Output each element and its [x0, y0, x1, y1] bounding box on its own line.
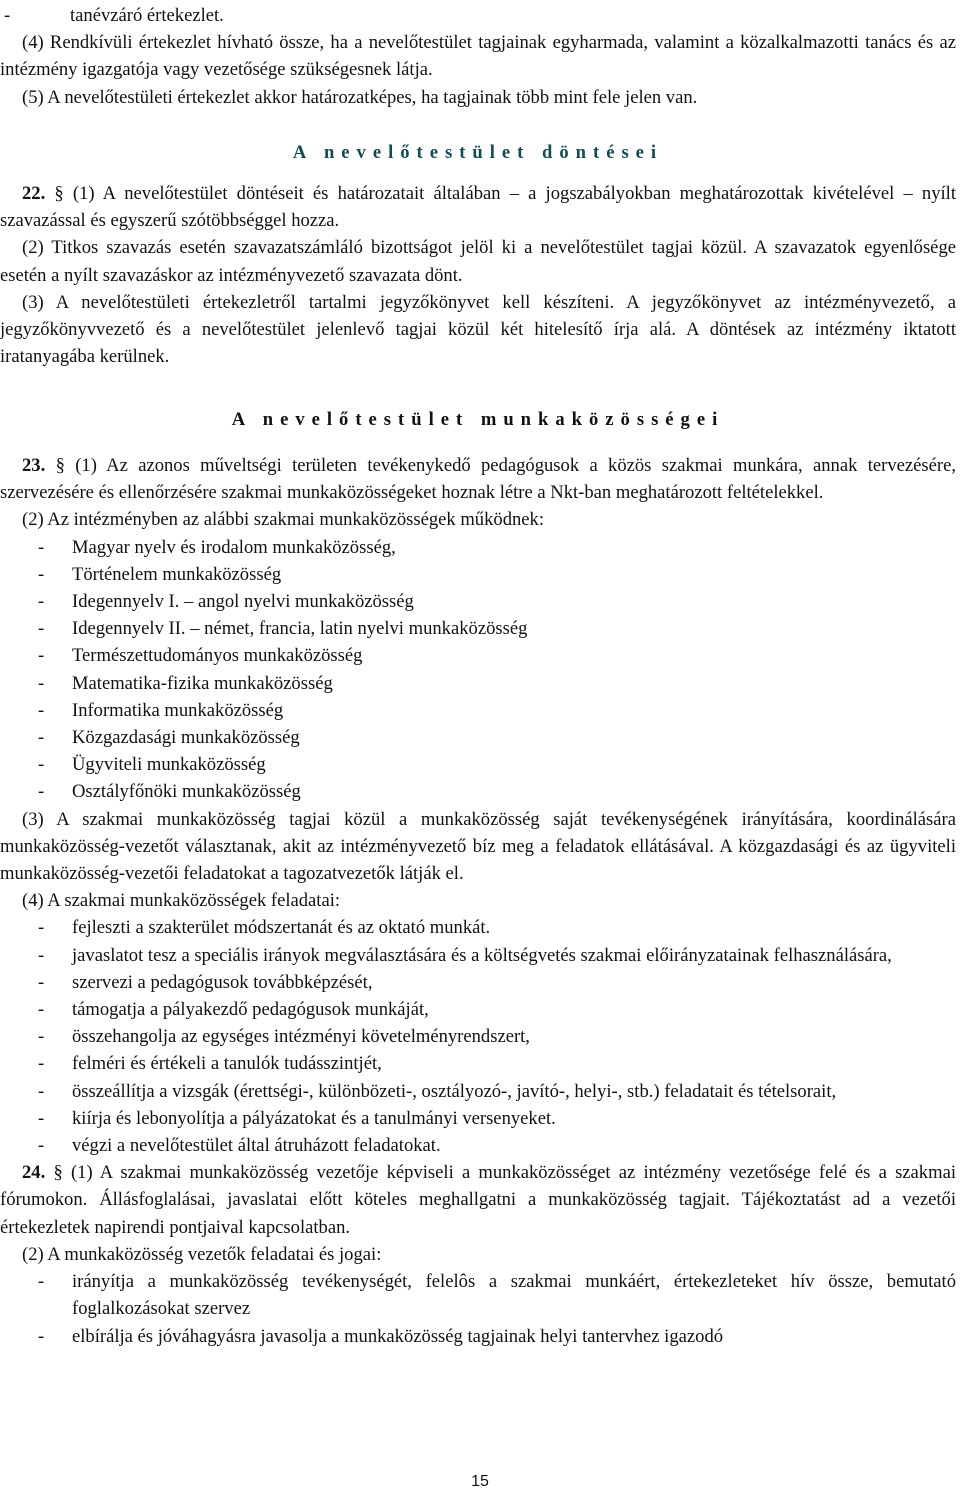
- list-item: - Közgazdasági munkaközösség: [38, 727, 300, 749]
- paragraph-23-4: (4) A szakmai munkaközösségek feladatai:: [22, 890, 341, 912]
- section-communities-body: [0, 452, 956, 1350]
- list-item: - Idegennyelv I. – angol nyelvi munkaközösség: [38, 591, 414, 613]
- paragraph-23-1: 23. § (1) Az azonos műveltségi területen tevékenykedő pedagógusok a közös szakmai munkára, annak tervezésére, szervezésére és ellenőrzésére szakmai munkaközösségeket hoznak létre a Nkt-ban meghatározott feltételekkel.: [0, 455, 956, 504]
- section-title: A nevelőtestület döntései: [292, 142, 664, 163]
- list-item: - támogatja a pályakezdő pedagógusok munkáját,: [38, 999, 429, 1021]
- section-heading-decisions: [0, 139, 956, 166]
- paragraph-23-3: (3) A szakmai munkaközösség tagjai közül a munkaközösség saját tevékenységének irányítására, koordinálására munkaközösség-vezetőt választanak, akit az intézményvezető bíz meg a feladatok ellátásával. A közgazdasági és az ügyviteli munkaközösség-vezetői feladatokat a tagozatvezetők látják el.: [0, 808, 956, 885]
- section-sign: §: [54, 183, 64, 204]
- section-heading-communities: [0, 406, 956, 433]
- list-item: - Informatika munkaközösség: [38, 699, 284, 721]
- list-item: - Idegennyelv II. – német, francia, latin nyelvi munkaközösség: [38, 618, 528, 640]
- paragraph-22-1: 22. § (1) A nevelőtestület döntéseit és határozatait általában – a jogszabályokban meghatározottak kivételével – nyílt szavazással és egyszerű szótöbbséggel hozza.: [0, 183, 956, 232]
- section-sign: §: [55, 455, 65, 476]
- list-item: - összeállítja a vizsgák (érettségi-, különbözeti-, osztályozó-, javító-, helyi-, stb.) feladatait és tételsorait,: [38, 1080, 837, 1102]
- paragraph-22-3: (3) A nevelőtestületi értekezletről tartalmi jegyzőkönyvet kell készíteni. A jegyzőkönyvet az intézményvezető, a jegyzőkönyvvezető és a nevelőtestület jelenlevő tagjai közül két hitelesítő írja alá. A döntések az intézmény iktatott iratanyagába kerülnek.: [0, 291, 956, 368]
- section-number: 23.: [22, 455, 46, 476]
- list-item: - Matematika-fizika munkaközösség: [38, 672, 333, 694]
- list-item: - felméri és értékeli a tanulók tudásszintjét,: [38, 1053, 382, 1075]
- list-item: - Természettudományos munkaközösség: [38, 645, 363, 667]
- section-sign: §: [53, 1162, 63, 1184]
- list-item: - Magyar nyelv és irodalom munkaközösség,: [38, 536, 396, 558]
- intro-block: [0, 2, 956, 111]
- task-list: [0, 914, 956, 1159]
- list-item: - fejleszti a szakterület módszertanát és az oktató munkát.: [38, 917, 491, 939]
- list-item: - Ügyviteli munkaközösség: [38, 754, 266, 776]
- list-item: - összehangolja az egységes intézményi követelményrendszert,: [38, 1026, 530, 1048]
- community-list: [0, 534, 956, 806]
- section-number: 22.: [22, 183, 46, 204]
- paragraph-24-2: (2) A munkaközösség vezetők feladatai és jogai:: [22, 1243, 382, 1265]
- list-item: - végzi a nevelőtestület által átruházott feladatokat.: [38, 1135, 441, 1157]
- paragraph-4: (4) Rendkívüli értekezlet hívható össze, ha a nevelőtestület tagjainak egyharmada, valamint a közalkalmazotti tanács és az intézmény igazgatója vagy vezetősége szükségesnek látja.: [0, 32, 956, 81]
- list-item: - szervezi a pedagógusok továbbképzését,: [38, 971, 373, 993]
- paragraph-22-2: (2) Titkos szavazás esetén szavazatszámláló bizottságot jelöl ki a nevelőtestület tagjai közül. A szavazatok egyenlősége esetén a nyílt szavazáskor az intézményvezető szavazata dönt.: [0, 237, 956, 286]
- duty-list: [0, 1268, 956, 1350]
- list-item: - javaslatot tesz a speciális irányok megválasztására és a költségvetés szakmai előirányzatainak felhasználására,: [38, 944, 892, 966]
- list-item: - tanévzáró értekezlet.: [4, 5, 224, 26]
- list-item: - irányítja a munkaközösség tevékenységét, felelôs a szakmai munkáért, értekezleteket hív össze, bemutató foglalkozásokat szervez: [38, 1271, 956, 1320]
- page-number: 15: [471, 1473, 489, 1490]
- section-number: 24.: [22, 1162, 46, 1184]
- paragraph-24-1: 24. § (1) A szakmai munkaközösség vezetője képviseli a munkaközösséget az intézmény vezetősége felé és a szakmai fórumokon. Állásfoglalásai, javaslatai előtt köteles meghallgatni a munkaközösség tagjait. Tájékoztatást ad a vezetői értekezletek napirendi pontjaival kapcsolatban.: [0, 1162, 956, 1238]
- list-item: - Történelem munkaközösség: [38, 563, 282, 585]
- list-item: - kiírja és lebonyolítja a pályázatokat és a tanulmányi versenyeket.: [38, 1107, 556, 1129]
- paragraph-5: (5) A nevelőtestületi értekezlet akkor határozatképes, ha tagjainak több mint fele jelen van.: [22, 86, 698, 108]
- paragraph-23-2: (2) Az intézményben az alábbi szakmai munkaközösségek működnek:: [22, 509, 545, 531]
- section-decisions-body: [0, 180, 956, 370]
- list-item: - Osztályfőnöki munkaközösség: [38, 781, 301, 803]
- list-item: - elbírálja és jóváhagyásra javasolja a munkaközösség tagjainak helyi tantervhez igazodó: [38, 1325, 724, 1347]
- section-title: A nevelőtestület munkaközösségei: [231, 409, 725, 430]
